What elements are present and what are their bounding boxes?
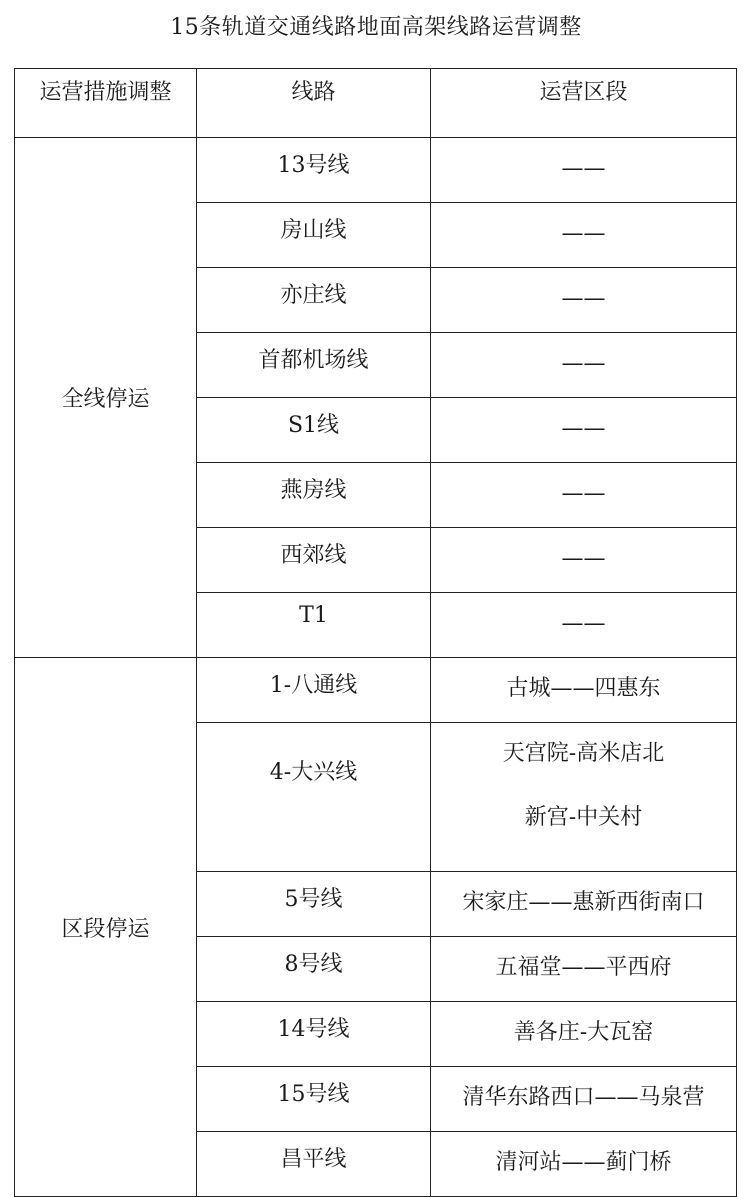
section-cell [431,1132,737,1197]
section-text: 清华东路西口——马泉营 [462,1085,705,1110]
line-cell: 1-八通线 [197,658,431,723]
line-cell: 西郊线 [197,528,431,593]
section-cell [431,937,737,1002]
section-text: —— [561,286,606,311]
section-text: 古城——四惠东 [506,676,661,701]
line-cell: 8号线 [197,937,431,1002]
section-cell [431,463,737,528]
section-text: 善各庄-大瓦窑 [513,1020,654,1045]
line-cell: T1 [197,593,431,658]
measure-cell: 全线停运 [15,138,197,658]
line-cell: 亦庄线 [197,268,431,333]
section-cell [431,658,737,723]
line-cell: 房山线 [197,203,431,268]
section-cell [431,203,737,268]
section-cell [431,593,737,658]
line-cell: 5号线 [197,872,431,937]
section-text: —— [561,416,606,441]
section-text: 宋家庄——惠新西街南口 [462,890,705,915]
line-cell: 4-大兴线 [197,723,431,872]
section-cell [431,1067,737,1132]
section-cell [431,723,737,872]
section-cell [431,333,737,398]
table-row [15,138,737,203]
table-header-row [15,69,737,138]
header-section: 运营区段 [431,69,737,138]
line-cell: S1线 [197,398,431,463]
page-title: 15条轨道交通线路地面高架线路运营调整 [170,15,582,40]
section-text: —— [561,351,606,376]
operation-adjustment-table [14,68,737,1197]
header-measure: 运营措施调整 [15,69,197,138]
section-text: 新宫-中关村 [524,805,643,830]
line-cell: 昌平线 [197,1132,431,1197]
section-cell [431,138,737,203]
line-cell: 燕房线 [197,463,431,528]
section-text: —— [561,156,606,181]
line-cell: 15号线 [197,1067,431,1132]
section-text: 五福堂——平西府 [495,955,672,980]
section-text: —— [561,611,606,636]
header-line: 线路 [197,69,431,138]
section-cell [431,528,737,593]
section-text: 清河站——蓟门桥 [495,1150,672,1175]
line-cell: 13号线 [197,138,431,203]
section-text: —— [561,221,606,246]
section-cell [431,268,737,333]
section-cell [431,1002,737,1067]
section-text: —— [561,546,606,571]
line-cell: 14号线 [197,1002,431,1067]
line-cell: 首都机场线 [197,333,431,398]
section-cell [431,872,737,937]
section-text: —— [561,481,606,506]
section-cell [431,398,737,463]
table-row [15,658,737,723]
section-text: 天宫院-高米店北 [502,741,665,766]
measure-cell: 区段停运 [15,658,197,1197]
